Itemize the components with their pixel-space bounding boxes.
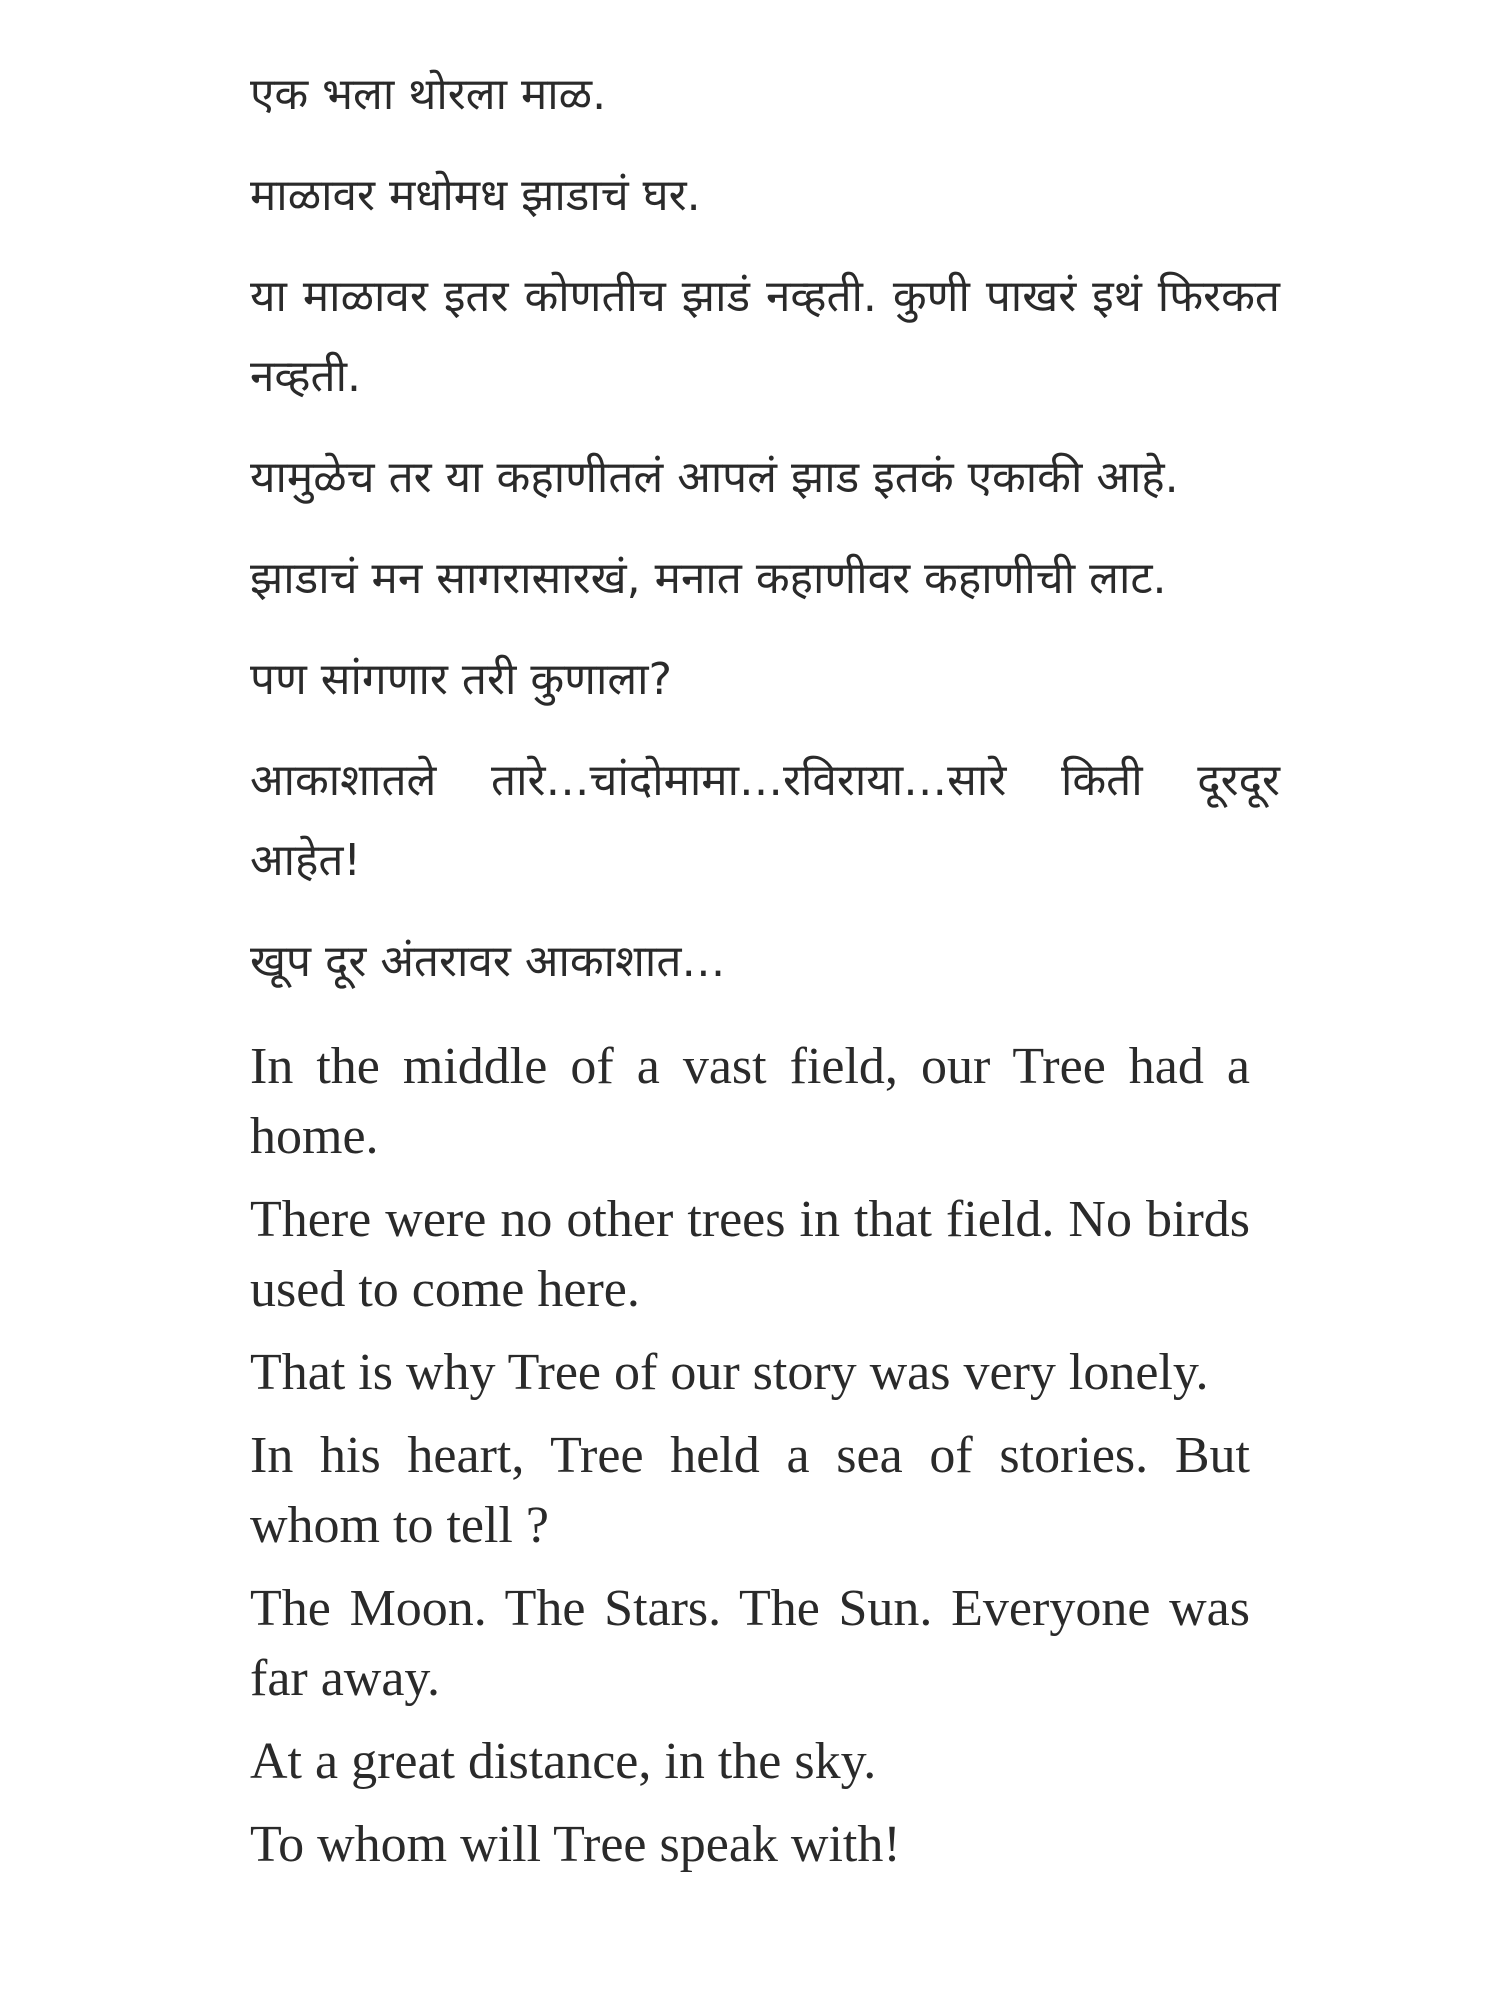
marathi-paragraph: एक भला थोरला माळ. <box>250 69 607 120</box>
english-paragraph: There were no other trees in that field. No birds used to come here. <box>250 1191 1250 1318</box>
marathi-paragraph: या माळावर इतर कोणतीच झाडं नव्हती. कुणी पाखरं इथं फिरकत नव्हती. <box>250 271 1280 402</box>
english-paragraph: That is why Tree of our story was very lonely. <box>250 1344 1209 1401</box>
marathi-text-block <box>250 55 1280 1023</box>
english-text-block <box>250 1032 1250 1893</box>
english-paragraph: In the middle of a vast field, our Tree had a home. <box>250 1038 1250 1165</box>
english-paragraph: To whom will Tree speak with! <box>250 1816 901 1873</box>
marathi-paragraph: पण सांगणार तरी कुणाला? <box>250 654 672 705</box>
english-paragraph: The Moon. The Stars. The Sun. Everyone was far away. <box>250 1580 1250 1707</box>
marathi-paragraph: माळावर मधोमध झाडाचं घर. <box>250 170 701 221</box>
english-paragraph: In his heart, Tree held a sea of stories. But whom to tell ? <box>250 1427 1250 1554</box>
english-paragraph: At a great distance, in the sky. <box>250 1733 877 1790</box>
marathi-paragraph: आकाशातले तारे…चांदोमामा…रविराया…सारे किती दूरदूर आहेत! <box>250 755 1280 886</box>
marathi-paragraph: यामुळेच तर या कहाणीतलं आपलं झाड इतकं एकाकी आहे. <box>250 452 1179 503</box>
marathi-paragraph: खूप दूर अंतरावर आकाशात… <box>250 936 726 987</box>
marathi-paragraph: झाडाचं मन सागरासारखं, मनात कहाणीवर कहाणीची लाट. <box>250 553 1167 604</box>
